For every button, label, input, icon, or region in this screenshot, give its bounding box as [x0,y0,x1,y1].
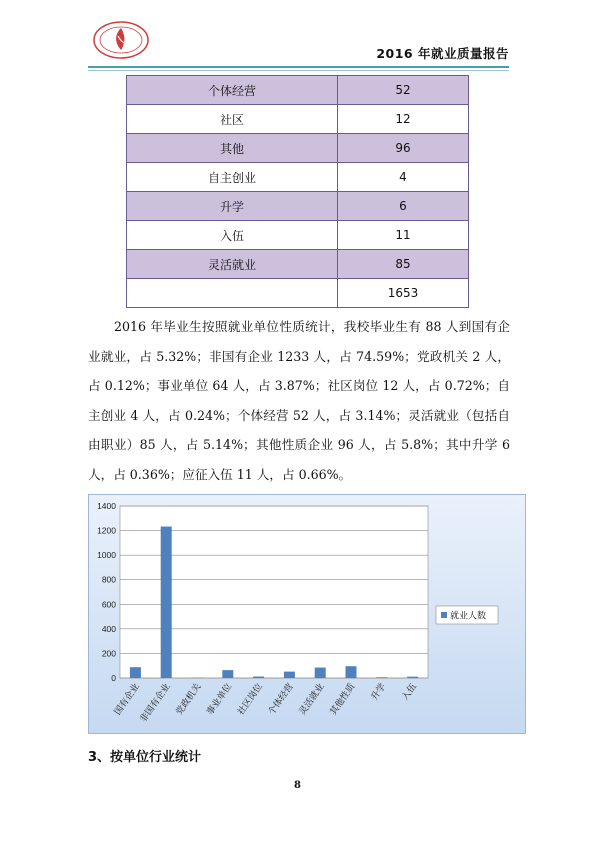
section-heading: 3、按单位行业统计 [88,750,202,765]
header-rule [88,66,509,68]
row-label: 灵活就业 [127,250,338,279]
paragraph-text: 2016 年毕业生按照就业单位性质统计，我校毕业生有 88 人到国有企业就业，占 5.32%；非国有企业 1233 人，占 74.59%；党政机关 2 人，占 0.12%；事业单位 64 人，占 3.87%；社区岗位 12 人，占 0.72%；自主创业 4 人，占 0.24%；个体经营 52 人，占 3.14%；灵活就业（包括自由职业）85 人，占 5.14%；其他性质企业 96 人，占 5.8%；其中升学 6 人，占 0.36%；应征入伍 11 人，占 0.66%。 [88,319,510,482]
row-label: 个体经营 [127,76,338,105]
bar [376,677,387,678]
y-tick-label: 1200 [97,525,116,536]
report-title: 2016 年就业质量报告 [376,46,509,61]
table-row [127,76,469,105]
page-number: 8 [294,780,301,791]
row-label: 升学 [127,192,338,221]
bar [253,677,264,678]
bar [284,672,295,678]
row-value: 1653 [338,279,469,308]
x-tick-label: 其他性质 [328,681,358,718]
y-tick-label: 600 [101,599,116,610]
row-label [127,279,338,308]
x-tick-label: 升学 [369,681,389,703]
employment-table [126,75,469,308]
table-row [127,105,469,134]
row-value: 96 [338,134,469,163]
row-label: 其他 [127,134,338,163]
bar [161,527,172,678]
x-tick-label: 灵活就业 [297,681,327,718]
table-row [127,134,469,163]
y-tick-label: 200 [101,648,116,659]
body-paragraph [88,312,510,489]
table-row [127,250,469,279]
x-tick-label: 个体经营 [267,681,296,718]
employment-bar-chart [88,494,526,734]
legend-swatch [441,612,447,618]
table-row [127,221,469,250]
bar [222,670,233,678]
legend-label: 就业人数 [450,611,487,622]
header-rule-thin [88,70,509,71]
bar [346,666,357,678]
table-row [127,163,469,192]
y-tick-label: 1400 [97,501,116,511]
row-label: 自主创业 [127,163,338,192]
bar [130,667,141,678]
row-value: 6 [338,192,469,221]
row-value: 12 [338,105,469,134]
row-value: 4 [338,163,469,192]
x-tick-label: 事业单位 [205,681,235,718]
row-value: 85 [338,250,469,279]
x-tick-label: 非国有企业 [138,681,173,725]
row-label: 社区 [127,105,338,134]
bar [407,677,418,678]
y-tick-label: 0 [111,673,116,683]
bar [315,668,326,678]
y-tick-label: 1000 [97,550,116,561]
row-label: 入伍 [127,221,338,250]
y-tick-label: 800 [101,574,116,585]
x-tick-label: 党政机关 [174,681,204,718]
y-tick-label: 400 [101,623,116,634]
university-logo [92,20,150,60]
row-value: 52 [338,76,469,105]
x-tick-label: 社区岗位 [236,681,266,718]
x-tick-label: 入伍 [400,681,420,703]
table-row [127,192,469,221]
x-tick-label: 国有企业 [113,681,142,718]
row-value: 11 [338,221,469,250]
table-row-total [127,279,469,308]
